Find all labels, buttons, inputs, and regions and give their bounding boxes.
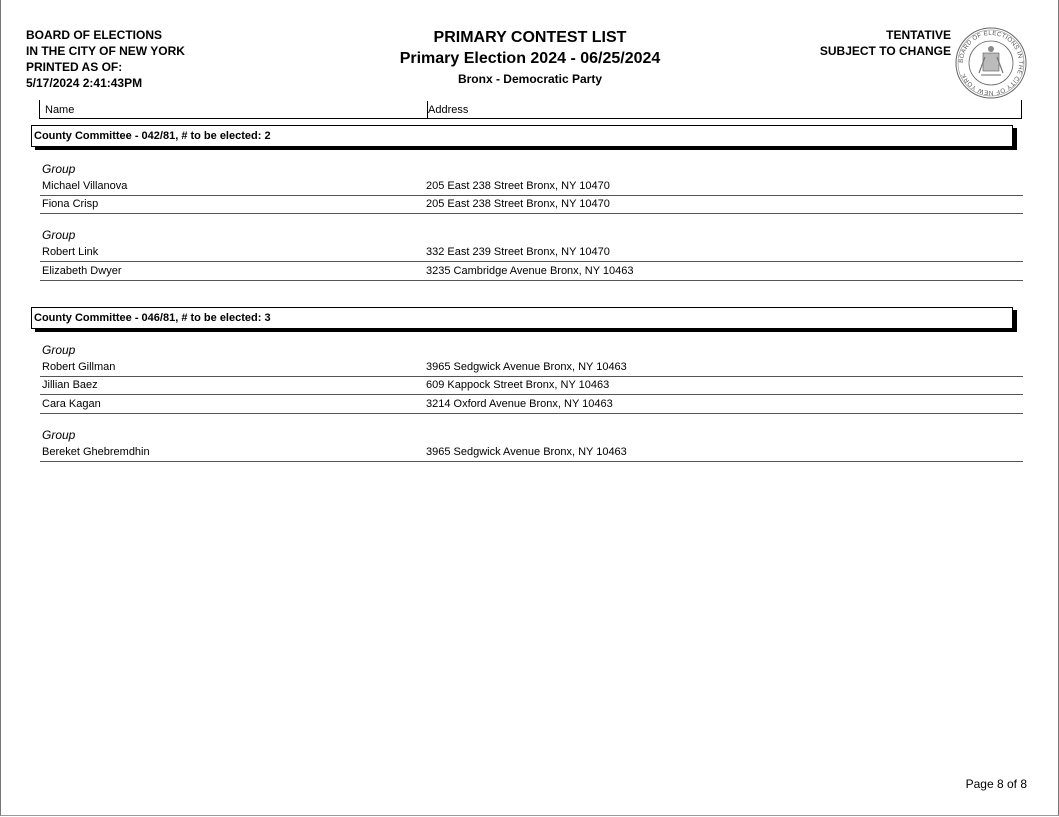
candidate-row [40,358,1023,377]
candidate-row [40,376,1023,395]
committee-header [31,307,1013,329]
candidate-address: 3965 Sedgwick Avenue Bronx, NY 10463 [426,446,627,458]
candidate-name: Bereket Ghebremdhin [42,446,150,458]
candidate-address: 609 Kappock Street Bronx, NY 10463 [426,379,610,391]
issuer-line: BOARD OF ELECTIONS [26,28,163,42]
seal-text: BOARD OF ELECTIONS IN THE CITY OF NEW YORK [957,29,1025,97]
candidate-row [40,195,1023,214]
candidate-name: Robert Link [42,246,99,258]
group-label: Group [42,162,76,176]
title-block [330,28,730,87]
tentative-label: TENTATIVE [886,28,951,42]
candidate-row [40,262,1023,281]
issuer-line: IN THE CITY OF NEW YORK [26,44,185,58]
issuer-block [26,27,185,91]
committee-title: County Committee - 046/81, # to be elected: 3 [34,312,271,324]
group-label: Group [42,228,76,242]
candidate-name: Cara Kagan [42,398,101,410]
subject-to-change-label: SUBJECT TO CHANGE [819,44,951,58]
party-label: Bronx - Democratic Party [457,72,603,86]
candidate-row [40,177,1023,196]
candidate-row [40,243,1023,262]
column-name: Name [45,104,75,116]
election-subtitle: Primary Election 2024 - 06/25/2024 [399,50,661,67]
printed-as-of-label: PRINTED AS OF: [26,60,123,74]
candidate-name: Jillian Baez [42,379,98,391]
board-seal-icon [955,27,1027,99]
candidate-name: Michael Villanova [42,180,128,192]
candidate-address: 205 East 238 Street Bronx, NY 10470 [426,198,610,210]
candidate-name: Elizabeth Dwyer [42,265,122,277]
candidate-address: 3214 Oxford Avenue Bronx, NY 10463 [426,398,613,410]
committee-header [31,125,1013,147]
candidate-address: 3235 Cambridge Avenue Bronx, NY 10463 [426,265,634,277]
committee-title: County Committee - 042/81, # to be elected: 2 [34,130,271,142]
candidate-name: Fiona Crisp [42,198,99,210]
printed-timestamp: 5/17/2024 2:41:43PM [26,76,143,90]
page-title: PRIMARY CONTEST LIST [433,29,627,46]
candidate-row [40,395,1023,414]
column-header [39,100,1022,119]
group-label: Group [42,343,76,357]
candidate-address: 3965 Sedgwick Avenue Bronx, NY 10463 [426,361,627,373]
candidate-name: Robert Gillman [42,361,116,373]
group-label: Group [42,428,76,442]
page-number: Page 8 of 8 [965,777,1027,791]
candidate-address: 205 East 238 Street Bronx, NY 10470 [426,180,610,192]
candidate-address: 332 East 239 Street Bronx, NY 10470 [426,246,610,258]
column-address: Address [428,104,469,116]
status-block [820,27,951,59]
candidate-row [40,443,1023,462]
